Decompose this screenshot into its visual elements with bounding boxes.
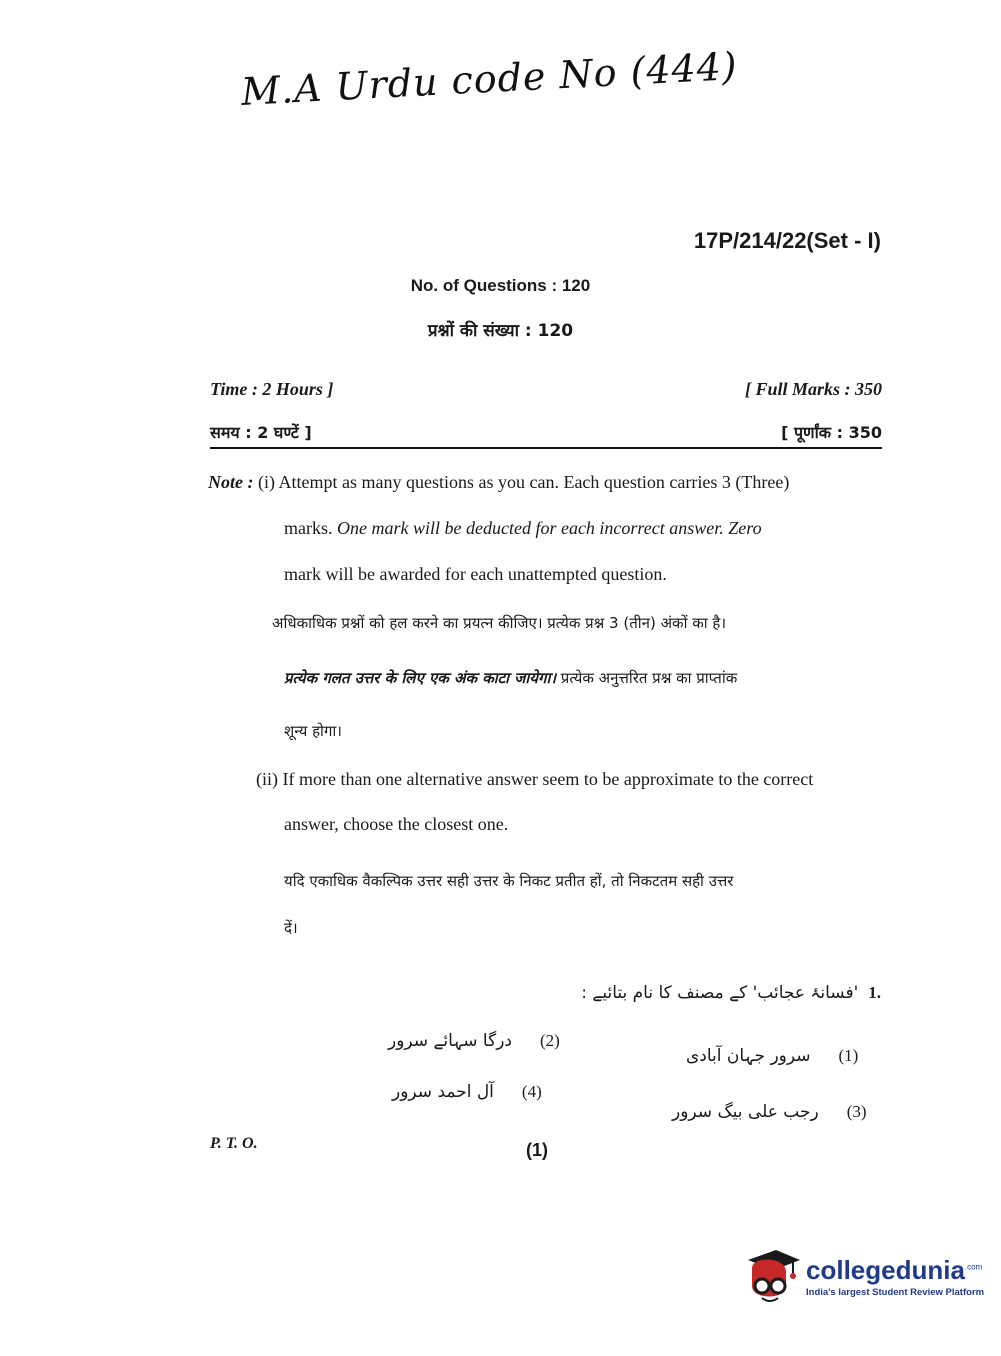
option-1-number: (1) <box>838 1045 859 1065</box>
option-2 <box>388 1030 560 1051</box>
option-4-text: آل احمد سرور <box>392 1082 494 1102</box>
number-of-questions-hi: प्रश्नों की संख्या : 120 <box>427 321 574 341</box>
note-i-line3: mark will be awarded for each unattempted question. <box>284 564 667 584</box>
collegedunia-name: collegedunia <box>806 1254 965 1285</box>
question-1-text: 'فسانۂ عجائب' کے مصنف کا نام بتائیے : <box>581 983 859 1003</box>
option-1 <box>686 1045 858 1066</box>
option-3 <box>672 1102 867 1122</box>
note-i-text2a: marks. <box>284 518 333 538</box>
note-i-text2b: One mark will be deducted for each incorrect answer. Zero <box>337 518 762 538</box>
collegedunia-tagline: India's largest Student Review Platform <box>806 1286 985 1298</box>
note-i-hindi-line3: शून्य होगा। <box>284 722 342 740</box>
time-marks-row-en <box>210 379 882 400</box>
time-hi: समय : 2 घण्टें ] <box>210 423 312 442</box>
option-4 <box>392 1082 542 1102</box>
note-ii-hindi-line1: यदि एकाधिक वैकल्पिक उत्तर सही उत्तर के निकट प्रतीत हों, तो निकटतम सही उत्तर <box>284 872 734 890</box>
note-i-hindi-line2b: प्रत्येक अनुत्तरित प्रश्न का प्राप्तांक <box>560 669 738 687</box>
note-i-line2 <box>284 518 762 539</box>
note-i-line1 <box>208 472 789 493</box>
note-label: Note : <box>208 472 254 492</box>
pto-label: P. T. O. <box>210 1135 258 1152</box>
note-i-text1: Attempt as many questions as you can. Each question carries 3 (Three) <box>278 472 790 492</box>
option-2-text: درگا سہائے سرور <box>388 1031 512 1051</box>
handwritten-course-label: M.A Urdu code No (444) <box>240 43 739 114</box>
option-1-text: سرور جہان آبادی <box>686 1046 811 1066</box>
note-ii-line2: answer, choose the closest one. <box>284 814 509 834</box>
option-3-number: (3) <box>846 1102 867 1121</box>
option-3-text: رجب علی بیگ سرور <box>672 1102 819 1122</box>
note-i-hindi-line2a: प्रत्येक गलत उत्तर के लिए एक अंक काटा जायेगा। <box>284 669 557 687</box>
collegedunia-logo-icon <box>742 1246 800 1308</box>
question-1-number: 1. <box>868 982 881 1002</box>
number-of-questions-en: No. of Questions : 120 <box>410 276 591 295</box>
note-ii-line1: (ii) If more than one alternative answer seem to be approximate to the correct <box>256 769 814 789</box>
collegedunia-suffix: .com <box>964 1261 983 1271</box>
note-i-hindi-line2 <box>284 668 737 688</box>
note-i-hindi-line1: अधिकाधिक प्रश्नों को हल करने का प्रयत्न कीजिए। प्रत्येक प्रश्न 3 (तीन) अंकों का है। <box>272 614 727 632</box>
paper-code: 17P/214/22(Set - I) <box>693 228 881 253</box>
note-i-number: (i) <box>257 472 275 492</box>
time-en: Time : 2 Hours ] <box>210 379 334 399</box>
page-number: (1) <box>526 1140 548 1160</box>
full-marks-hi: [ पूर्णांक : 350 <box>781 423 882 442</box>
time-marks-row-hi <box>210 421 882 443</box>
note-ii-hindi-line2: दें। <box>284 919 298 937</box>
option-4-number: (4) <box>521 1082 542 1101</box>
option-2-number: (2) <box>539 1030 560 1050</box>
header-divider <box>210 447 882 449</box>
question-1 <box>581 982 881 1003</box>
collegedunia-watermark <box>742 1246 984 1308</box>
full-marks-en: [ Full Marks : 350 <box>744 379 882 399</box>
